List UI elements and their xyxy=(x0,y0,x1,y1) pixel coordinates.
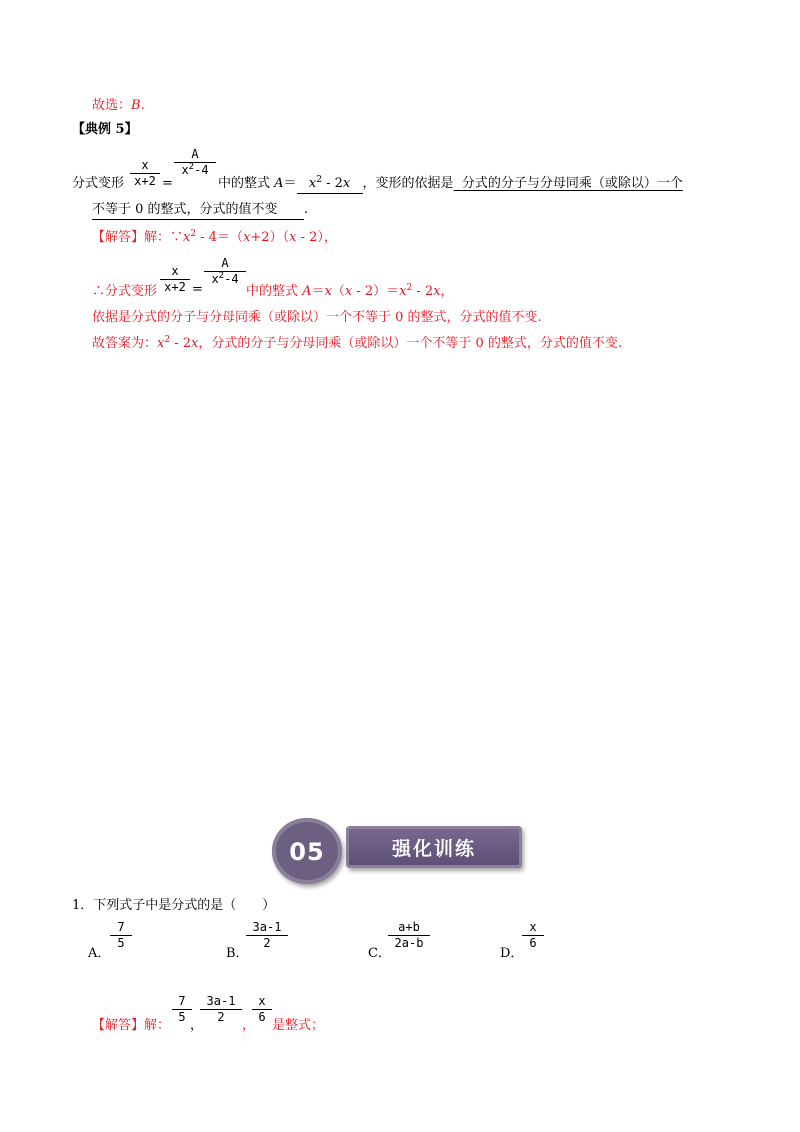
separator: ， xyxy=(190,1018,204,1033)
answer-blank-2-cont: 不等于 0 的整式，分式的值不变 xyxy=(92,201,304,220)
solution-tag: 【解答】 xyxy=(92,1018,145,1033)
fraction-denominator: $x^2-4$ xyxy=(174,162,216,178)
option-a-letter: A． xyxy=(88,946,111,961)
answer-blank-2: 分式的分子与分母同乘（或除以）一个 xyxy=(453,176,683,191)
example-text-1: 分式变形 xyxy=(72,176,125,191)
fraction-denominator: x+2 xyxy=(160,279,190,295)
solution-1-tail: 是整式； xyxy=(272,1018,325,1033)
solution-line-3: 依据是分式的分子与分母同乘（或除以）一个不等于 0 的整式，分式的值不变. xyxy=(92,310,542,325)
solution-fraction-left xyxy=(160,264,190,295)
example-text-line2: 不等于 0 的整式，分式的值不变 . xyxy=(92,200,308,220)
option-b-letter: B． xyxy=(226,946,249,961)
option-a-fraction: $\frac{7}{5}$ xyxy=(110,920,132,951)
option-d-letter: D． xyxy=(500,946,524,961)
section-number: 05 xyxy=(289,838,325,866)
prev-answer-line xyxy=(92,96,145,116)
solution-1-fraction: $\frac{x}{6}$ xyxy=(252,994,272,1025)
solution-line-4: 故答案为：$x^2 - 2x$，分式的分子与分母同乘（或除以）一个不等于 0 的整式，分式的值不变. xyxy=(92,335,623,351)
equals-sign: = xyxy=(192,282,203,297)
solution-1-prefix: 【解答】解： xyxy=(92,1018,171,1033)
fraction-numerator: x xyxy=(141,158,149,172)
example-text-2: 中的整式 $A= x^2 - 2x$ ，变形的依据是 分式的分子与分母同乘（或除以）一个 xyxy=(218,174,683,194)
fraction-numerator: A xyxy=(191,147,199,161)
example-fraction-left xyxy=(130,158,160,189)
section-title: 强化训练 xyxy=(391,838,476,860)
fraction-numerator: x xyxy=(171,264,179,278)
solution-line-2: 中的整式 $A=x(x - 2)=x^2 - 2x$， xyxy=(246,283,454,299)
solution-line-1: 【解答】解：$\because x^2 - 4=(x+2)(x - 2)$， xyxy=(92,229,337,245)
prev-answer-suffix: . xyxy=(140,98,145,113)
equals-sign: = xyxy=(162,176,173,191)
fraction-denominator: x+2 xyxy=(130,173,160,189)
example-fraction-right xyxy=(174,147,216,178)
fraction-numerator: A xyxy=(221,256,229,270)
solution-therefore: ∴分式变形 xyxy=(92,284,158,299)
solution-1-fraction: $\frac{3a-1}{2}$ xyxy=(200,994,242,1025)
solution-tag: 【解答】 xyxy=(92,230,145,245)
solution-fraction-right xyxy=(204,256,246,287)
fraction-denominator: $x^2-4$ xyxy=(204,271,246,287)
option-c-letter: C． xyxy=(368,946,391,961)
prev-answer-prefix: 故选： xyxy=(92,98,132,113)
example-heading: 【典例 5】 xyxy=(72,122,138,137)
separator: ， xyxy=(242,1018,256,1033)
question-1-stem: 1．下列式子中是分式的是（ ） xyxy=(72,898,276,913)
answer-blank-1: $x^2 - 2x$ xyxy=(297,175,363,194)
option-c-fraction: $\frac{a+b}{2a-b}$ xyxy=(388,920,430,951)
solution-1-fraction: $\frac{7}{5}$ xyxy=(172,994,192,1025)
option-d-fraction: $\frac{x}{6}$ xyxy=(522,920,544,951)
option-b-fraction: $\frac{3a-1}{2}$ xyxy=(246,920,288,951)
prev-answer-choice: B xyxy=(131,98,141,113)
